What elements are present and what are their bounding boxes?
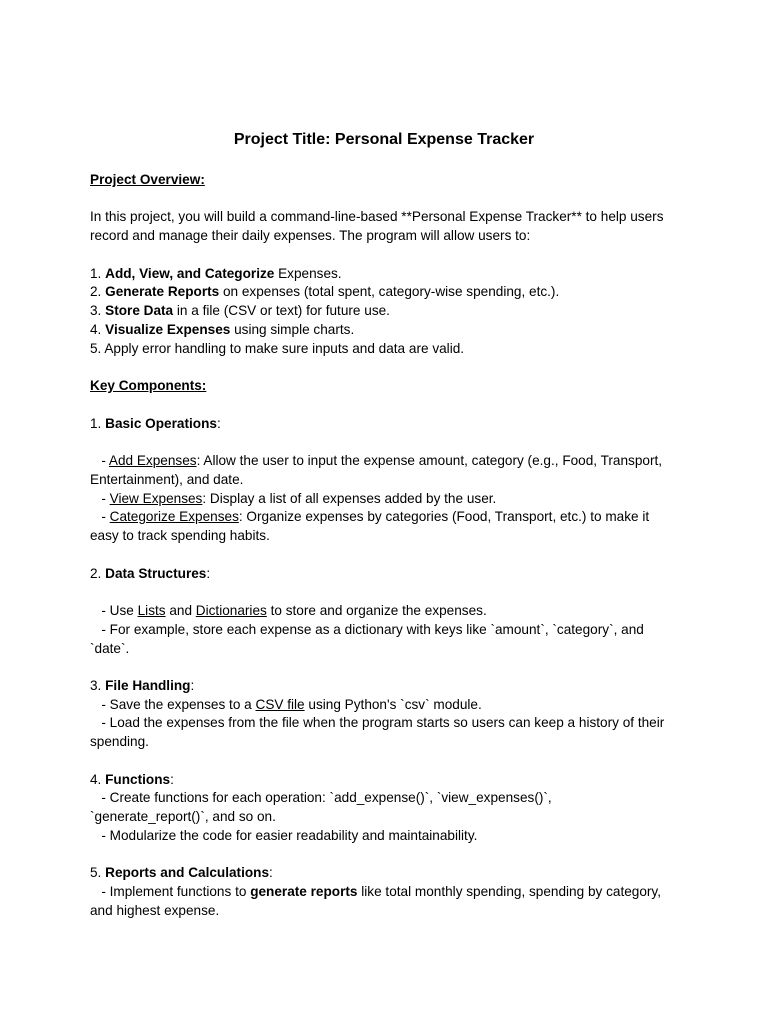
save-expenses-item: - Save the expenses to a CSV file using Python's `csv` module. — [90, 696, 482, 712]
functions-heading: 4. Functions: — [90, 771, 174, 787]
components-heading: Key Components: — [90, 378, 207, 394]
file-handling-heading: 3. File Handling: — [90, 677, 195, 693]
overview-intro-line-2: record and manage their daily expenses. The program will allow users to: — [90, 228, 531, 244]
create-functions-line-1: - Create functions for each operation: `add_expense()`, `view_expenses()`, — [90, 790, 552, 806]
implement-reports-item: - Implement functions to generate reports like total monthly spending, spending by category, — [90, 884, 661, 900]
lists-link[interactable]: Lists — [137, 602, 166, 618]
overview-item: 1. Add, View, and Categorize Expenses. — [90, 265, 342, 281]
use-lists-item: - Use Lists and Dictionaries to store and organize the expenses. — [90, 602, 487, 618]
document-body — [90, 171, 690, 921]
dictionaries-link[interactable]: Dictionaries — [195, 602, 267, 618]
basic-operations-heading: 1. Basic Operations: — [90, 415, 221, 431]
overview-item: 5. Apply error handling to make sure inputs and data are valid. — [90, 340, 465, 356]
reports-heading: 5. Reports and Calculations: — [90, 865, 273, 881]
overview-item: 3. Store Data in a file (CSV or text) for future use. — [90, 303, 390, 319]
load-expenses-line-1: - Load the expenses from the file when the program starts so users can keep a history of their — [90, 715, 665, 731]
overview-item: 2. Generate Reports on expenses (total spent, category-wise spending, etc.). — [90, 284, 560, 300]
example-line-1: - For example, store each expense as a dictionary with keys like `amount`, `category`, and — [90, 621, 644, 637]
categorize-expenses-item: - Categorize Expenses: Organize expenses by categories (Food, Transport, etc.) to make it — [90, 509, 650, 525]
view-expenses-link[interactable]: View Expenses — [109, 490, 203, 506]
example-line-2: `date`. — [90, 640, 130, 656]
overview-item: 4. Visualize Expenses using simple charts. — [90, 321, 355, 337]
document-title: Project Title: Personal Expense Tracker — [233, 131, 535, 148]
categorize-expenses-link[interactable]: Categorize Expenses — [109, 509, 239, 525]
add-expenses-item: - Add Expenses: Allow the user to input the expense amount, category (e.g., Food, Transport, — [90, 452, 663, 468]
data-structures-heading: 2. Data Structures: — [90, 565, 211, 581]
modularize-line: - Modularize the code for easier readability and maintainability. — [90, 828, 478, 844]
csv-file-link[interactable]: CSV file — [255, 696, 305, 712]
add-expenses-link[interactable]: Add Expenses — [108, 452, 197, 468]
create-functions-line-2: `generate_report()`, and so on. — [90, 809, 276, 825]
add-expenses-continuation: Entertainment), and date. — [90, 471, 244, 487]
load-expenses-line-2: spending. — [90, 734, 149, 750]
overview-intro-line-1: In this project, you will build a command-line-based **Personal Expense Tracker** to help users — [90, 209, 664, 225]
categorize-expenses-continuation: easy to track spending habits. — [90, 528, 270, 544]
view-expenses-item: - View Expenses: Display a list of all expenses added by the user. — [90, 490, 497, 506]
implement-reports-continuation: and highest expense. — [90, 903, 220, 919]
overview-heading: Project Overview: — [90, 172, 205, 187]
